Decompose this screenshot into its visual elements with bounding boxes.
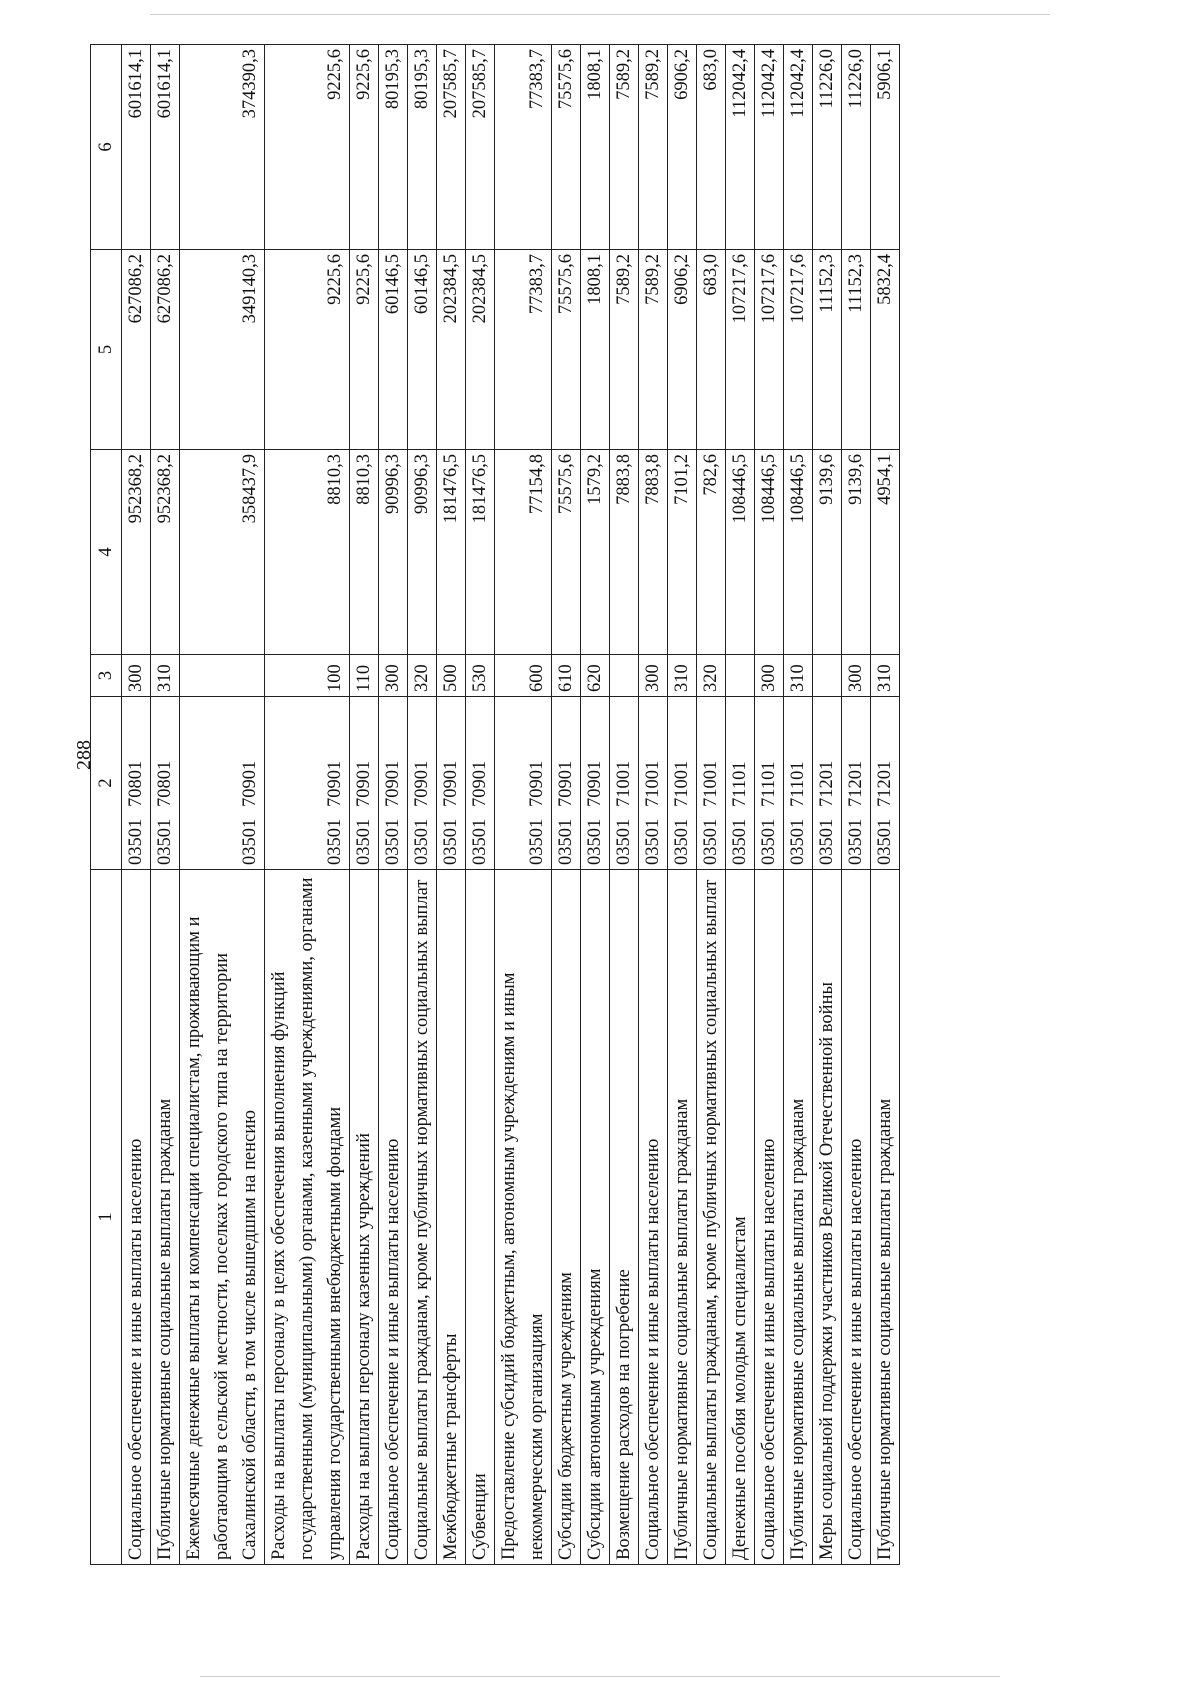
row-code xyxy=(784,697,813,870)
direction-code: 70901 xyxy=(556,760,576,807)
table-row xyxy=(151,45,180,1565)
program-code: 03501 xyxy=(240,818,260,865)
amount-col5: 77383,7 xyxy=(495,250,552,450)
table-row xyxy=(122,45,151,1565)
program-code: 03501 xyxy=(325,818,345,865)
amount-col6: 374390,3 xyxy=(180,45,265,250)
row-name: Социальные выплаты гражданам, кроме публичных нормативных социальных выплат xyxy=(697,870,726,1565)
amount-col5: 202384,5 xyxy=(437,250,466,450)
direction-code: 70901 xyxy=(441,760,461,807)
row-name: Социальное обеспечение и иные выплаты населению xyxy=(122,870,151,1565)
amount-col6: 11226,0 xyxy=(842,45,871,250)
row-name: Предоставление субсидий бюджетным, автономным учреждениям и иным некоммерческим организациям xyxy=(495,870,552,1565)
row-code xyxy=(122,697,151,870)
amount-col4: 181476,5 xyxy=(466,450,495,655)
direction-code: 70801 xyxy=(155,760,175,807)
amount-col5: 7589,2 xyxy=(610,250,639,450)
amount-col6: 80195,3 xyxy=(408,45,437,250)
program-code: 03501 xyxy=(412,818,432,865)
scan-artifact-top xyxy=(150,14,1050,15)
amount-col6: 9225,6 xyxy=(350,45,379,250)
expense-type-code: 500 xyxy=(437,655,466,697)
amount-col5: 7589,2 xyxy=(639,250,668,450)
table-row xyxy=(552,45,581,1565)
row-code xyxy=(265,697,350,870)
row-name: Социальные выплаты гражданам, кроме публичных нормативных социальных выплат xyxy=(408,870,437,1565)
table-row xyxy=(379,45,408,1565)
row-code xyxy=(495,697,552,870)
table-row xyxy=(639,45,668,1565)
expense-type-code xyxy=(610,655,639,697)
row-code xyxy=(437,697,466,870)
table-row xyxy=(813,45,842,1565)
program-code: 03501 xyxy=(875,818,895,865)
amount-col5: 6906,2 xyxy=(668,250,697,450)
amount-col6: 112042,4 xyxy=(726,45,755,250)
amount-col6: 1808,1 xyxy=(581,45,610,250)
row-code xyxy=(871,697,900,870)
table-row xyxy=(495,45,552,1565)
direction-code: 70901 xyxy=(527,760,547,807)
amount-col4: 358437,9 xyxy=(180,450,265,655)
table-row xyxy=(784,45,813,1565)
row-name: Публичные нормативные социальные выплаты гражданам xyxy=(151,870,180,1565)
table-header xyxy=(91,45,122,1565)
direction-code: 71001 xyxy=(614,760,634,807)
direction-code: 71001 xyxy=(643,760,663,807)
amount-col4: 952368,2 xyxy=(151,450,180,655)
amount-col6: 683,0 xyxy=(697,45,726,250)
amount-col5: 5832,4 xyxy=(871,250,900,450)
table-row xyxy=(437,45,466,1565)
amount-col5: 107217,6 xyxy=(784,250,813,450)
row-name: Публичные нормативные социальные выплаты гражданам xyxy=(784,870,813,1565)
amount-col4: 782,6 xyxy=(697,450,726,655)
row-code xyxy=(581,697,610,870)
direction-code: 70901 xyxy=(412,760,432,807)
amount-col6: 7589,2 xyxy=(639,45,668,250)
amount-col4: 90996,3 xyxy=(408,450,437,655)
column-header: 3 xyxy=(91,655,122,697)
row-name: Ежемесячные денежные выплаты и компенсации специалистам, проживающим и работающим в сельской местности, поселках городского типа на территории Сахалинской области, в том числе вышедшим на пенсию xyxy=(180,870,265,1565)
table-row xyxy=(842,45,871,1565)
amount-col4: 7101,2 xyxy=(668,450,697,655)
direction-code: 71201 xyxy=(817,760,837,807)
program-code: 03501 xyxy=(585,818,605,865)
expense-type-code: 110 xyxy=(350,655,379,697)
amount-col5: 11152,3 xyxy=(813,250,842,450)
amount-col6: 112042,4 xyxy=(755,45,784,250)
amount-col6: 601614,1 xyxy=(122,45,151,250)
header-row xyxy=(91,45,122,1565)
amount-col4: 90996,3 xyxy=(379,450,408,655)
row-code xyxy=(610,697,639,870)
amount-col4: 108446,5 xyxy=(726,450,755,655)
row-name: Социальное обеспечение и иные выплаты населению xyxy=(379,870,408,1565)
program-code: 03501 xyxy=(817,818,837,865)
direction-code: 70901 xyxy=(354,760,374,807)
direction-code: 70901 xyxy=(383,760,403,807)
program-code: 03501 xyxy=(672,818,692,865)
amount-col4: 108446,5 xyxy=(784,450,813,655)
amount-col5: 627086,2 xyxy=(122,250,151,450)
direction-code: 71101 xyxy=(788,761,808,807)
row-name: Публичные нормативные социальные выплаты гражданам xyxy=(871,870,900,1565)
table-row xyxy=(408,45,437,1565)
table-body xyxy=(122,45,900,1565)
budget-table xyxy=(90,44,900,1565)
row-name: Меры социальной поддержки участников Великой Отечественной войны xyxy=(813,870,842,1565)
row-code xyxy=(151,697,180,870)
column-header: 4 xyxy=(91,450,122,655)
expense-type-code: 610 xyxy=(552,655,581,697)
row-name: Субсидии бюджетным учреждениям xyxy=(552,870,581,1565)
expense-type-code xyxy=(180,655,265,697)
amount-col5: 9225,6 xyxy=(265,250,350,450)
program-code: 03501 xyxy=(846,818,866,865)
program-code: 03501 xyxy=(614,818,634,865)
direction-code: 71001 xyxy=(672,760,692,807)
amount-col4: 7883,8 xyxy=(610,450,639,655)
table-row xyxy=(697,45,726,1565)
program-code: 03501 xyxy=(527,818,547,865)
row-code xyxy=(379,697,408,870)
table-row xyxy=(610,45,639,1565)
rotated-table-wrapper xyxy=(90,45,1185,1565)
amount-col4: 9139,6 xyxy=(813,450,842,655)
amount-col5: 1808,1 xyxy=(581,250,610,450)
table-row xyxy=(466,45,495,1565)
amount-col4: 9139,6 xyxy=(842,450,871,655)
row-name: Субсидии автономным учреждениям xyxy=(581,870,610,1565)
amount-col6: 75575,6 xyxy=(552,45,581,250)
table-row xyxy=(726,45,755,1565)
direction-code: 70901 xyxy=(470,760,490,807)
amount-col6: 207585,7 xyxy=(466,45,495,250)
amount-col6: 112042,4 xyxy=(784,45,813,250)
direction-code: 70801 xyxy=(126,760,146,807)
program-code: 03501 xyxy=(788,818,808,865)
amount-col6: 5906,1 xyxy=(871,45,900,250)
amount-col5: 683,0 xyxy=(697,250,726,450)
direction-code: 71101 xyxy=(759,761,779,807)
program-code: 03501 xyxy=(701,818,721,865)
table-row xyxy=(668,45,697,1565)
row-code xyxy=(639,697,668,870)
expense-type-code: 300 xyxy=(122,655,151,697)
amount-col4: 8810,3 xyxy=(350,450,379,655)
expense-type-code: 310 xyxy=(668,655,697,697)
column-header: 2 xyxy=(91,697,122,870)
row-name: Расходы на выплаты персоналу в целях обеспечения выполнения функций государственными (муниципальными) органами, казенными учреждениями, органами управления государственными внебюджетными фондами xyxy=(265,870,350,1565)
direction-code: 70901 xyxy=(325,760,345,807)
expense-type-code xyxy=(726,655,755,697)
amount-col5: 60146,5 xyxy=(408,250,437,450)
program-code: 03501 xyxy=(441,818,461,865)
row-name: Расходы на выплаты персоналу казенных учреждений xyxy=(350,870,379,1565)
amount-col5: 349140,3 xyxy=(180,250,265,450)
table-row xyxy=(265,45,350,1565)
row-code xyxy=(350,697,379,870)
program-code: 03501 xyxy=(556,818,576,865)
program-code: 03501 xyxy=(383,818,403,865)
column-header: 5 xyxy=(91,250,122,450)
direction-code: 70901 xyxy=(240,760,260,807)
program-code: 03501 xyxy=(470,818,490,865)
amount-col5: 107217,6 xyxy=(726,250,755,450)
column-header: 1 xyxy=(91,870,122,1565)
amount-col4: 7883,8 xyxy=(639,450,668,655)
table-row xyxy=(180,45,265,1565)
page-number: 288 xyxy=(73,740,95,770)
amount-col4: 75575,6 xyxy=(552,450,581,655)
amount-col6: 80195,3 xyxy=(379,45,408,250)
program-code: 03501 xyxy=(155,818,175,865)
direction-code: 71201 xyxy=(846,760,866,807)
expense-type-code: 310 xyxy=(784,655,813,697)
amount-col4: 8810,3 xyxy=(265,450,350,655)
table-row xyxy=(350,45,379,1565)
expense-type-code: 300 xyxy=(639,655,668,697)
expense-type-code: 530 xyxy=(466,655,495,697)
amount-col4: 4954,1 xyxy=(871,450,900,655)
row-name: Субвенции xyxy=(466,870,495,1565)
row-name: Социальное обеспечение и иные выплаты населению xyxy=(755,870,784,1565)
direction-code: 70901 xyxy=(585,760,605,807)
row-name: Возмещение расходов на погребение xyxy=(610,870,639,1565)
row-code xyxy=(755,697,784,870)
program-code: 03501 xyxy=(759,818,779,865)
direction-code: 71101 xyxy=(730,761,750,807)
amount-col4: 108446,5 xyxy=(755,450,784,655)
row-code xyxy=(466,697,495,870)
program-code: 03501 xyxy=(354,818,374,865)
row-code xyxy=(552,697,581,870)
program-code: 03501 xyxy=(730,818,750,865)
amount-col5: 9225,6 xyxy=(350,250,379,450)
expense-type-code: 300 xyxy=(755,655,784,697)
scan-artifact-bottom xyxy=(200,1676,1000,1677)
row-name: Социальное обеспечение и иные выплаты населению xyxy=(842,870,871,1565)
amount-col6: 601614,1 xyxy=(151,45,180,250)
amount-col6: 7589,2 xyxy=(610,45,639,250)
expense-type-code: 320 xyxy=(697,655,726,697)
table-row xyxy=(871,45,900,1565)
expense-type-code: 300 xyxy=(379,655,408,697)
column-header: 6 xyxy=(91,45,122,250)
amount-col4: 77154,8 xyxy=(495,450,552,655)
amount-col6: 11226,0 xyxy=(813,45,842,250)
amount-col5: 11152,3 xyxy=(842,250,871,450)
program-code: 03501 xyxy=(126,818,146,865)
direction-code: 71201 xyxy=(875,760,895,807)
row-code xyxy=(668,697,697,870)
amount-col5: 627086,2 xyxy=(151,250,180,450)
row-code xyxy=(697,697,726,870)
expense-type-code: 600 xyxy=(495,655,552,697)
direction-code: 71001 xyxy=(701,760,721,807)
expense-type-code: 310 xyxy=(871,655,900,697)
expense-type-code: 320 xyxy=(408,655,437,697)
row-code xyxy=(408,697,437,870)
row-code xyxy=(842,697,871,870)
row-name: Социальное обеспечение и иные выплаты населению xyxy=(639,870,668,1565)
expense-type-code xyxy=(813,655,842,697)
amount-col6: 207585,7 xyxy=(437,45,466,250)
row-code xyxy=(813,697,842,870)
amount-col4: 952368,2 xyxy=(122,450,151,655)
amount-col4: 181476,5 xyxy=(437,450,466,655)
amount-col5: 75575,6 xyxy=(552,250,581,450)
table-row xyxy=(755,45,784,1565)
row-name: Денежные пособия молодым специалистам xyxy=(726,870,755,1565)
amount-col6: 77383,7 xyxy=(495,45,552,250)
amount-col5: 107217,6 xyxy=(755,250,784,450)
amount-col5: 202384,5 xyxy=(466,250,495,450)
expense-type-code: 310 xyxy=(151,655,180,697)
amount-col5: 60146,5 xyxy=(379,250,408,450)
row-code xyxy=(180,697,265,870)
amount-col6: 6906,2 xyxy=(668,45,697,250)
row-code xyxy=(726,697,755,870)
expense-type-code: 620 xyxy=(581,655,610,697)
program-code: 03501 xyxy=(643,818,663,865)
row-name: Межбюджетные трансферты xyxy=(437,870,466,1565)
amount-col4: 1579,2 xyxy=(581,450,610,655)
row-name: Публичные нормативные социальные выплаты гражданам xyxy=(668,870,697,1565)
expense-type-code: 300 xyxy=(842,655,871,697)
expense-type-code: 100 xyxy=(265,655,350,697)
table-row xyxy=(581,45,610,1565)
amount-col6: 9225,6 xyxy=(265,45,350,250)
